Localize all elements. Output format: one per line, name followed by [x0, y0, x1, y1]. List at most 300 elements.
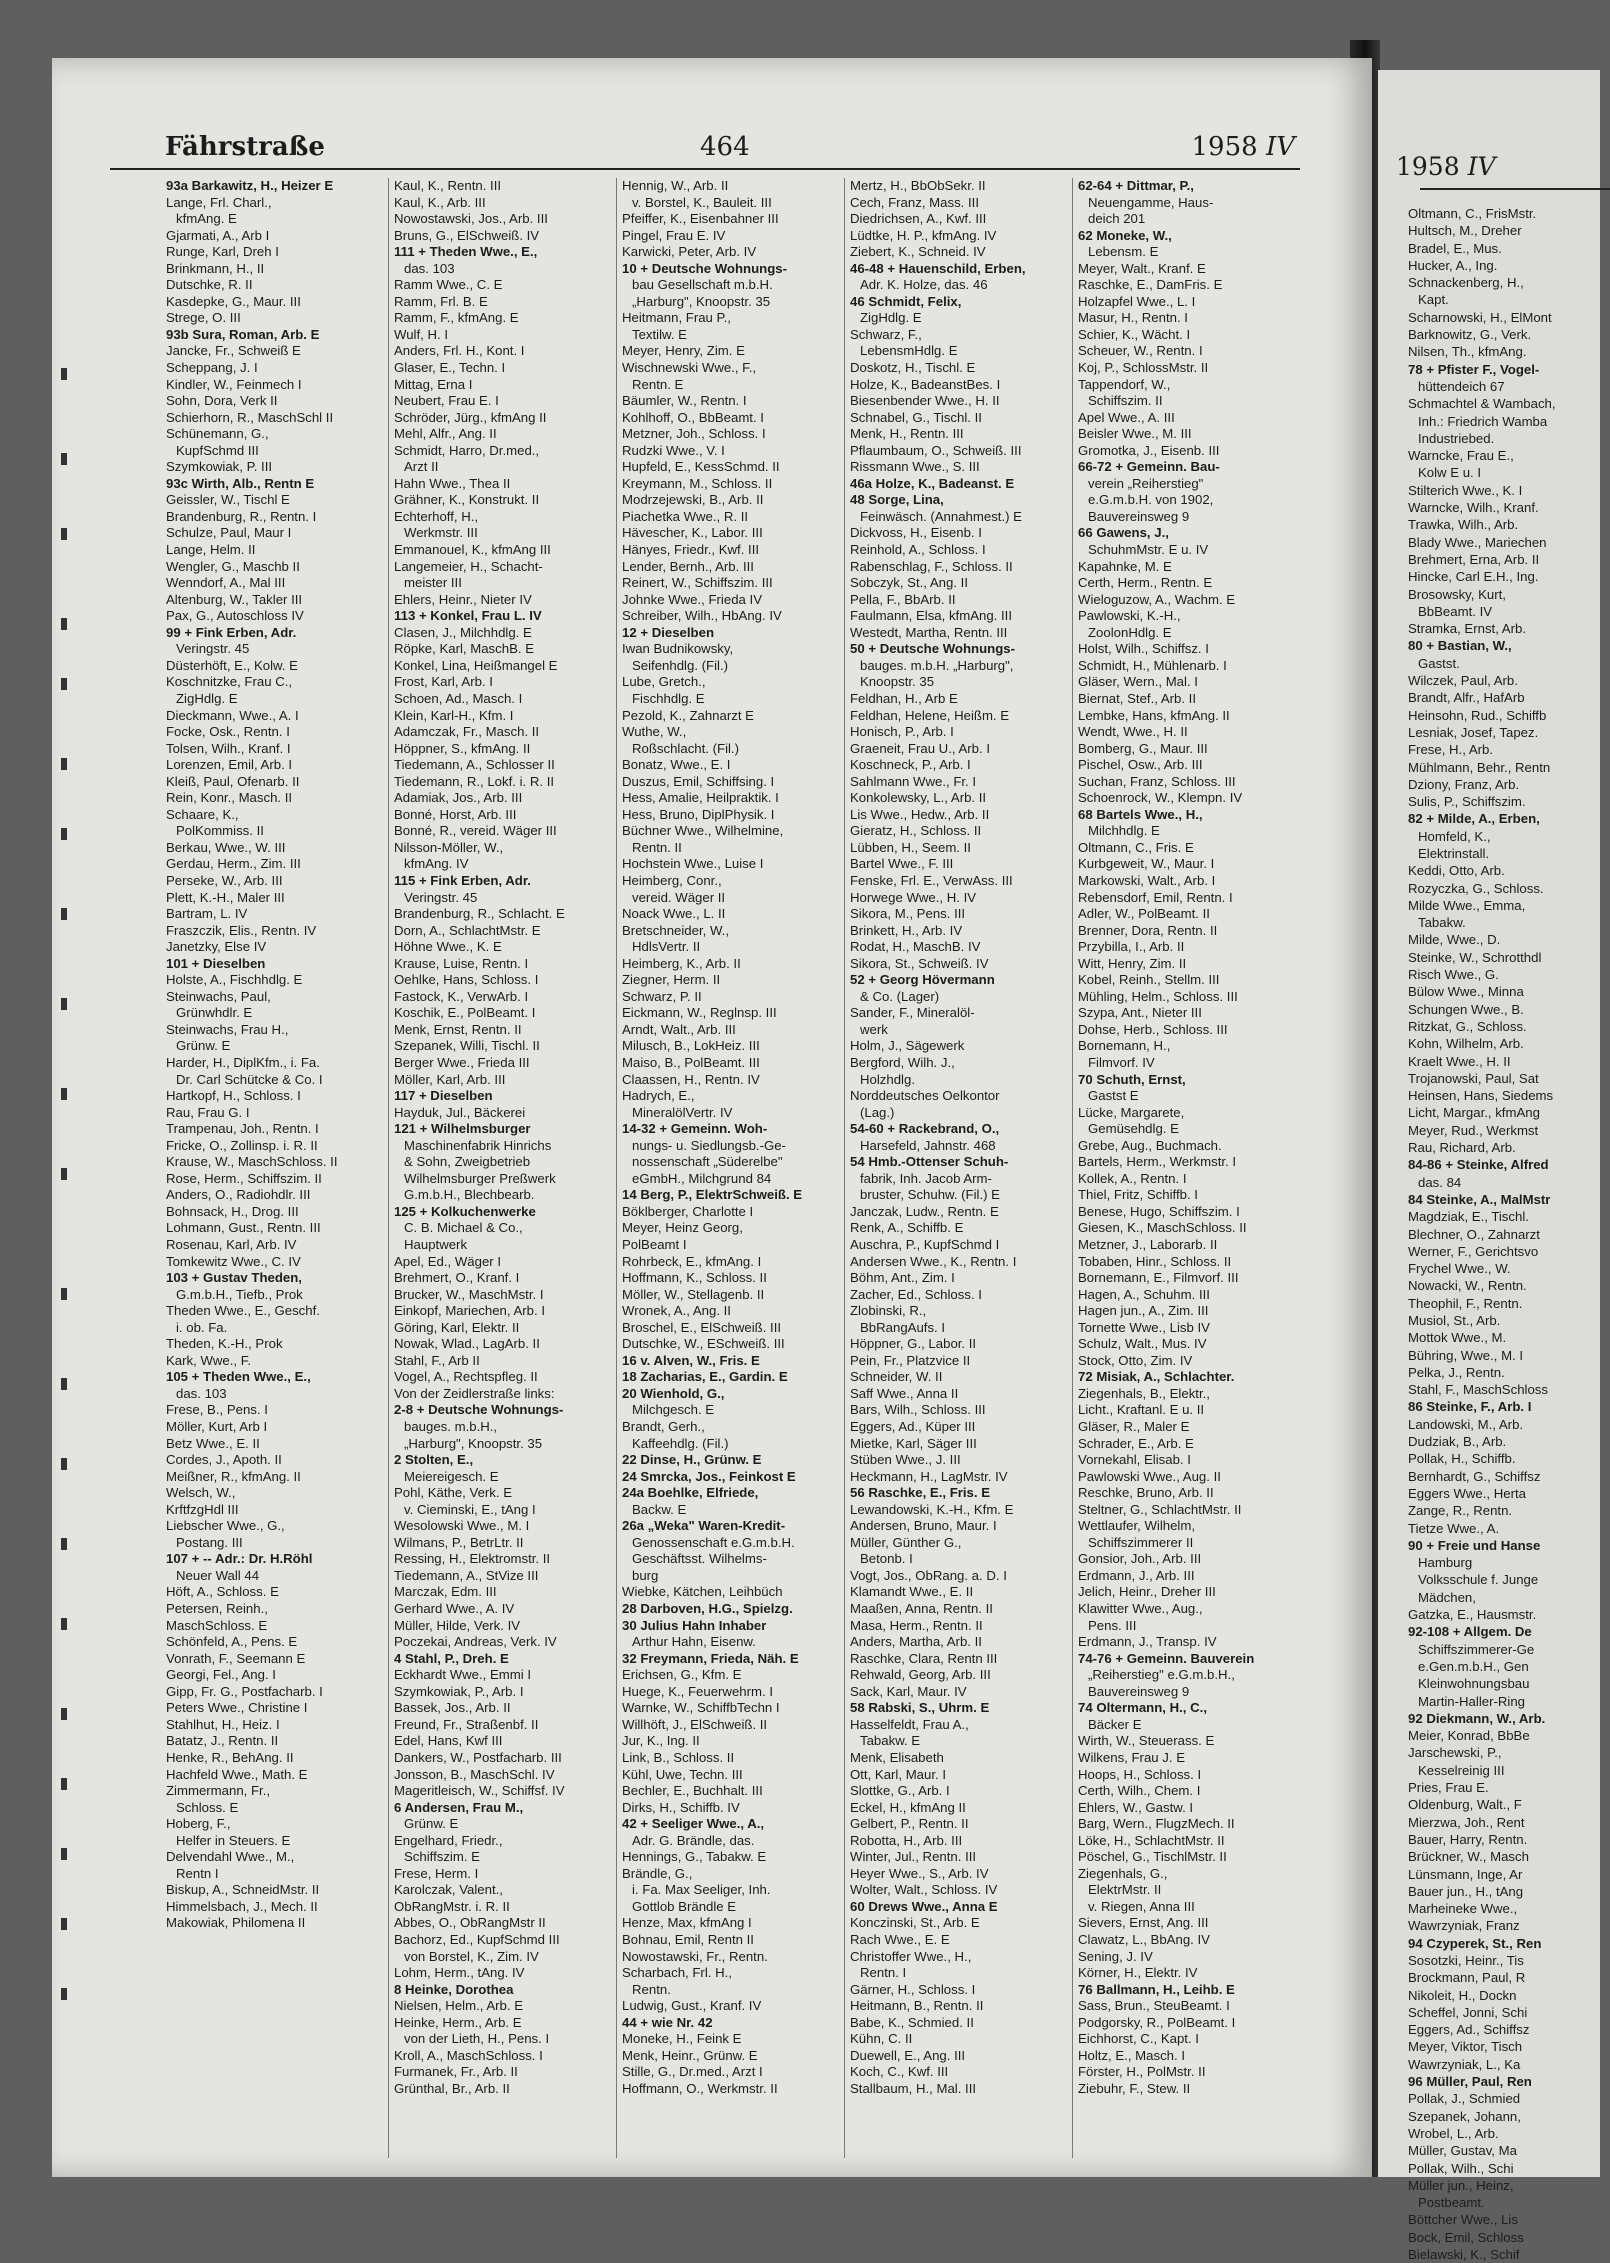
- directory-line: 2-8 + Deutsche Wohnungs-: [394, 1402, 564, 1418]
- directory-line: deich 201: [1088, 211, 1146, 227]
- directory-line: Peters Wwe., Christine I: [166, 1700, 308, 1716]
- directory-line: Poczekai, Andreas, Verk. IV: [394, 1634, 557, 1650]
- directory-line: Szypa, Ant., Nieter III: [1078, 1005, 1202, 1021]
- directory-line: Bartels, Herm., Werkmstr. I: [1078, 1154, 1237, 1170]
- directory-line: 26a „Weka" Waren-Kredit-: [622, 1518, 786, 1534]
- directory-line: Anders, Frl. H., Kont. I: [394, 343, 525, 359]
- directory-line: Hincke, Carl E.H., Ing.: [1408, 569, 1539, 585]
- directory-line: Böhm, Ant., Zim. I: [850, 1270, 955, 1286]
- directory-line: Lange, Helm. II: [166, 542, 256, 558]
- directory-line: Holtz, E., Masch. I: [1078, 2047, 1185, 2063]
- directory-line: Bauer jun., H., tAng: [1408, 1883, 1524, 1899]
- directory-line: Industriebed.: [1418, 430, 1495, 446]
- directory-line: Wilmans, P., BetrLtr. II: [394, 1534, 524, 1550]
- directory-line: Bartel Wwe., F. III: [850, 856, 954, 872]
- directory-line: Frost, Karl, Arb. I: [394, 674, 493, 690]
- directory-line: Cech, Franz, Mass. III: [850, 194, 979, 210]
- directory-line: v. Riegen, Anna III: [1088, 1898, 1195, 1914]
- directory-line: Keddi, Otto, Arb.: [1408, 863, 1505, 879]
- directory-line: Fraszczik, Elis., Rentn. IV: [166, 922, 317, 938]
- directory-line: PolKommiss. II: [176, 823, 264, 839]
- right-volume: IV: [1467, 152, 1496, 181]
- directory-line: Zimmermann, Fr.,: [166, 1783, 271, 1799]
- directory-line: Gerdau, Herm., Zim. III: [166, 856, 301, 872]
- directory-line: Brucker, W., MaschMstr. I: [394, 1286, 544, 1302]
- directory-line: Claassen, H., Rentn. IV: [622, 1071, 760, 1087]
- directory-line: Steltner, G., SchlachtMstr. II: [1078, 1501, 1242, 1517]
- directory-line: LebensmHdlg. E: [860, 343, 958, 359]
- directory-line: Apel, Ed., Wäger I: [394, 1253, 502, 1269]
- directory-line: Sander, F., Mineralöl-: [850, 1005, 975, 1021]
- directory-line: Eckhardt Wwe., Emmi I: [394, 1667, 532, 1683]
- directory-line: Gastst E: [1088, 1088, 1139, 1104]
- directory-line: Tappendorf, W.,: [1078, 376, 1171, 392]
- directory-line: Tomkewitz Wwe., C. IV: [166, 1253, 301, 1269]
- directory-line: Babe, K., Schmied. II: [850, 2014, 974, 2030]
- directory-line: Bohnsack, H., Drog. III: [166, 1203, 299, 1219]
- directory-line: 20 Wienhold, G.,: [622, 1385, 725, 1401]
- directory-line: Anders, O., Radiohdlr. III: [166, 1187, 311, 1203]
- directory-line: Krause, Luise, Rentn. I: [394, 955, 529, 971]
- directory-line: das. 103: [404, 260, 455, 276]
- directory-line: Hachfeld Wwe., Math. E: [166, 1766, 308, 1782]
- directory-line: Röpke, Karl, MaschB. E: [394, 641, 534, 657]
- directory-line: 86 Steinke, F., Arb. I: [1408, 1399, 1532, 1415]
- directory-line: Sass, Brun., SteuBeamt. I: [1078, 1998, 1230, 2014]
- directory-line: Werkmstr. III: [404, 525, 478, 541]
- directory-line: Gemüsehdlg. E: [1088, 1121, 1179, 1137]
- directory-line: ZigHdlg. E: [860, 310, 922, 326]
- directory-line: Schünemann, G.,: [166, 426, 269, 442]
- directory-line: Clasen, J., Milchhdlg. E: [394, 624, 532, 640]
- directory-line: Wilkens, Frau J. E: [1078, 1749, 1185, 1765]
- directory-line: Huege, K., Feuerwehrm. I: [622, 1683, 773, 1699]
- directory-line: Pries, Frau E.: [1408, 1780, 1489, 1796]
- directory-line: Lebensm. E: [1088, 244, 1159, 260]
- directory-line: Focke, Osk., Rentn. I: [166, 724, 290, 740]
- directory-line: Menk, Ernst, Rentn. II: [394, 1021, 522, 1037]
- directory-line: Rohrbeck, E., kfmAng. I: [622, 1253, 762, 1269]
- directory-line: Feldhan, Helene, Heißm. E: [850, 707, 1010, 723]
- directory-line: Stock, Otto, Zim. IV: [1078, 1352, 1193, 1368]
- directory-line: Mottok Wwe., M.: [1408, 1330, 1507, 1346]
- directory-line: Himmelsbach, J., Mech. II: [166, 1898, 318, 1914]
- directory-line: Höppner, S., kfmAng. II: [394, 740, 531, 756]
- directory-line: Rebensdorf, Emil, Rentn. I: [1078, 889, 1233, 905]
- directory-line: Rabenschlag, F., Schloss. II: [850, 558, 1013, 574]
- directory-line: Apel Wwe., A. III: [1078, 409, 1175, 425]
- directory-line: Schnackenberg, H.,: [1408, 275, 1524, 291]
- directory-line: Nilsson-Möller, W.,: [394, 839, 504, 855]
- directory-line: Müller, Günther G.,: [850, 1534, 962, 1550]
- directory-line: Eggers Wwe., Herta: [1408, 1485, 1526, 1501]
- directory-line: Schulze, Paul, Maur I: [166, 525, 292, 541]
- directory-line: Wischnewski Wwe., F.,: [622, 360, 757, 376]
- directory-line: 30 Julius Hahn Inhaber: [622, 1617, 767, 1633]
- directory-line: Pens. III: [1088, 1617, 1137, 1633]
- directory-line: Thiel, Fritz, Schiffb. I: [1078, 1187, 1198, 1203]
- directory-line: Roßschlacht. (Fil.): [632, 740, 739, 756]
- directory-line: Warncke, Frau E.,: [1408, 448, 1514, 464]
- directory-line: Eickmann, W., Reglnsp. III: [622, 1005, 777, 1021]
- directory-line: 42 + Seeliger Wwe., A.,: [622, 1816, 765, 1832]
- directory-line: Rodat, H., MaschB. IV: [850, 939, 981, 955]
- directory-line: Tornette Wwe., Lisb IV: [1078, 1319, 1210, 1335]
- directory-line: Schmachtel & Wambach,: [1408, 396, 1556, 412]
- right-year: 1958: [1396, 152, 1460, 181]
- directory-line: Schoenrock, W., Klempn. IV: [1078, 790, 1243, 806]
- directory-line: Mageritleisch, W., Schiffsf. IV: [394, 1783, 565, 1799]
- directory-line: bruster, Schuhw. (Fil.) E: [860, 1187, 1000, 1203]
- directory-line: Kohlhoff, O., BbBeamt. I: [622, 409, 764, 425]
- directory-columns: [162, 178, 1300, 2158]
- directory-line: Möller, Kurt, Arb I: [166, 1419, 268, 1435]
- street-name: Fährstraße: [165, 132, 325, 162]
- directory-line: Inh.: Friedrich Wamba: [1418, 413, 1548, 429]
- directory-line: Rudzki Wwe., V. I: [622, 442, 725, 458]
- directory-line: 92 Diekmann, W., Arb.: [1408, 1710, 1546, 1726]
- directory-line: Karwicki, Peter, Arb. IV: [622, 244, 757, 260]
- directory-line: Bassek, Jos., Arb. II: [394, 1700, 511, 1716]
- directory-line: Bäcker E: [1088, 1716, 1142, 1732]
- directory-line: Hess, Bruno, DiplPhysik. I: [622, 806, 775, 822]
- directory-line: 54 Hmb.-Ottenser Schuh-: [850, 1154, 1009, 1170]
- directory-line: Schloss. E: [176, 1799, 239, 1815]
- directory-line: Renk, A., Schiffb. E: [850, 1220, 964, 1236]
- directory-line: Bergford, Wilh. J.,: [850, 1054, 955, 1070]
- directory-line: ElektrMstr. II: [1088, 1882, 1162, 1898]
- directory-line: Bernhardt, G., Schiffsz: [1408, 1468, 1541, 1484]
- directory-line: Wieloguzow, A., Wachm. E: [1078, 591, 1236, 607]
- directory-line: Gläser, R., Maler E: [1078, 1419, 1190, 1435]
- directory-line: Hagen, A., Schuhm. III: [1078, 1286, 1210, 1302]
- directory-line: Konkolewsky, L., Arb. II: [850, 790, 987, 806]
- directory-line: Bauer, Harry, Rentn.: [1408, 1831, 1528, 1847]
- directory-line: Ramm, Frl. B. E: [394, 293, 488, 309]
- directory-line: Scharnowski, H., ElMont: [1408, 309, 1552, 325]
- directory-line: Modrzejewski, B., Arb. II: [622, 492, 764, 508]
- directory-line: Altenburg, W., Takler III: [166, 591, 303, 607]
- directory-line: Ritzkat, G., Schloss.: [1408, 1018, 1527, 1034]
- directory-line: Fenske, Frl. E., VerwAss. III: [850, 872, 1013, 888]
- directory-line: „Harburg", Knoopstr. 35: [404, 1435, 543, 1451]
- directory-line: Rau, Richard, Arb.: [1408, 1140, 1516, 1156]
- directory-line: Trawka, Wilh., Arb.: [1408, 517, 1519, 533]
- directory-line: Nowostawski, Fr., Rentn.: [622, 1948, 768, 1964]
- directory-line: Düsterhöft, E., Kolw. E: [166, 657, 298, 673]
- directory-line: Barg, Wern., FlugzMech. II: [1078, 1816, 1235, 1832]
- directory-line: Licht, Margar., kfmAng: [1408, 1105, 1540, 1121]
- directory-line: Hoffmann, K., Schloss. II: [622, 1270, 767, 1286]
- directory-line: Tobaben, Hinr., Schloss. II: [1078, 1253, 1232, 1269]
- directory-line: Noack Wwe., L. II: [622, 906, 726, 922]
- directory-line: Edel, Hans, Kwf III: [394, 1733, 503, 1749]
- directory-line: Duewell, E., Ang. III: [850, 2047, 966, 2063]
- directory-line: Licht., Kraftanl. E u. II: [1078, 1402, 1205, 1418]
- directory-line: Koschik, E., PolBeamt. I: [394, 1005, 536, 1021]
- directory-line: Berkau, Wwe., W. III: [166, 839, 286, 855]
- directory-line: Hauptwerk: [404, 1237, 468, 1252]
- directory-line: KrftfzgHdl III: [166, 1501, 239, 1517]
- directory-line: Stahl, F., Arb II: [394, 1352, 480, 1368]
- directory-line: Hupfeld, E., KessSchmd. II: [622, 459, 780, 475]
- directory-line: Dutschke, R. II: [166, 277, 253, 293]
- directory-line: Brandt, Alfr., HafArb: [1408, 690, 1525, 706]
- directory-line: Anders, Martha, Arb. II: [850, 1634, 982, 1650]
- directory-line: 99 + Fink Erben, Adr.: [166, 624, 297, 640]
- directory-line: 24 Smrcka, Jos., Feinkost E: [622, 1468, 796, 1484]
- directory-line: Lange, Frl. Charl.,: [166, 194, 272, 210]
- directory-line: Lücke, Margarete,: [1078, 1104, 1185, 1120]
- directory-line: 74-76 + Gemeinn. Bauverein: [1078, 1650, 1255, 1666]
- directory-line: Georgi, Fel., Ang. I: [166, 1667, 276, 1683]
- directory-line: Risch Wwe., G.: [1408, 967, 1499, 983]
- directory-line: 4 Stahl, P., Dreh. E: [394, 1650, 509, 1666]
- directory-line: 48 Sorge, Lina,: [850, 492, 944, 508]
- directory-line: Echterhoff, H.,: [394, 508, 479, 524]
- volume: IV: [1265, 132, 1295, 162]
- directory-line: Kurbgeweit, W., Maur. I: [1078, 856, 1215, 872]
- directory-line: Gastst.: [1418, 655, 1460, 671]
- directory-line: Dziony, Franz, Arb.: [1408, 776, 1520, 792]
- directory-line: Kroll, A., MaschSchloss. I: [394, 2047, 543, 2063]
- directory-line: 6 Andersen, Frau M.,: [394, 1799, 524, 1815]
- directory-line: Vogt, Jos., ObRang. a. D. I: [850, 1567, 1007, 1583]
- directory-line: Sack, Karl, Maur. IV: [850, 1683, 967, 1699]
- directory-line: 62 Moneke, W.,: [1078, 227, 1172, 243]
- directory-line: Kaffeehdlg. (Fil.): [632, 1435, 729, 1451]
- directory-line: Wilczek, Paul, Arb.: [1408, 673, 1518, 689]
- directory-line: Gärner, H., Schloss. I: [850, 1981, 976, 1997]
- directory-line: 84-86 + Steinke, Alfred: [1408, 1157, 1549, 1173]
- directory-line: Ziegner, Herm. II: [622, 972, 721, 988]
- directory-line: Heckmann, H., LagMstr. IV: [850, 1468, 1008, 1484]
- directory-line: Brockmann, Paul, R: [1408, 1970, 1526, 1986]
- directory-line: ZoolonHdlg. E: [1088, 624, 1172, 640]
- directory-line: Einkopf, Mariechen, Arb. I: [394, 1303, 545, 1319]
- directory-line: & Sohn, Zweigbetrieb: [404, 1154, 531, 1170]
- directory-line: Heimberg, K., Arb. II: [622, 955, 741, 971]
- directory-line: Bechler, E., Buchhalt. III: [622, 1783, 763, 1799]
- directory-line: burg: [632, 1567, 659, 1583]
- directory-line: Ludwig, Gust., Kranf. IV: [622, 1998, 762, 2014]
- directory-line: Grebe, Aug., Buchmach.: [1078, 1137, 1222, 1153]
- directory-line: Lüdtke, H. P., kfmAng. IV: [850, 227, 997, 243]
- directory-line: 113 + Konkel, Frau L. IV: [394, 608, 542, 624]
- directory-line: Bonné, R., vereid. Wäger III: [394, 823, 557, 839]
- directory-line: Jelich, Heinr., Dreher III: [1078, 1584, 1216, 1600]
- directory-line: das. 103: [176, 1385, 227, 1401]
- directory-line: Geissler, W., Tischl E: [166, 492, 290, 508]
- directory-line: Brehmert, O., Kranf. I: [394, 1270, 520, 1286]
- directory-line: Suchan, Franz, Schloss. III: [1078, 773, 1236, 789]
- directory-line: „Harburg", Knoopstr. 35: [632, 293, 771, 309]
- directory-line: Krause, W., MaschSchloss. II: [166, 1154, 338, 1170]
- directory-line: Biesenbender Wwe., H. II: [850, 393, 1000, 409]
- directory-line: 12 + Dieselben: [622, 624, 714, 640]
- directory-line: Langemeier, H., Schacht-: [394, 558, 543, 574]
- directory-line: Rissmann Wwe., S. III: [850, 459, 980, 475]
- directory-line: Sikora, M., Pens. III: [850, 906, 966, 922]
- directory-line: Schoen, Ad., Masch. I: [394, 690, 523, 706]
- directory-line: Lünsmann, Inge, Ar: [1408, 1866, 1523, 1882]
- directory-line: Nowacki, W., Rentn.: [1408, 1278, 1527, 1294]
- directory-line: Rose, Herm., Schiffszim. II: [166, 1170, 322, 1186]
- directory-line: Certh, Wilh., Chem. I: [1078, 1783, 1201, 1799]
- directory-line: Maiso, B., PolBeamt. III: [622, 1054, 760, 1070]
- directory-line: nossenschaft „Süderelbe": [632, 1154, 783, 1170]
- directory-line: Adr. G. Brändle, das.: [632, 1832, 755, 1848]
- directory-line: Hess, Amalie, Heilpraktik. I: [622, 790, 779, 806]
- directory-column-4: [846, 178, 1073, 2158]
- directory-line: Feinwäsch. (Annahmest.) E: [860, 508, 1022, 524]
- directory-line: 78 + Pfister F., Vogel-: [1408, 361, 1540, 377]
- directory-line: Volksschule f. Junge: [1418, 1572, 1539, 1588]
- directory-line: Klawitter Wwe., Aug.,: [1078, 1601, 1203, 1617]
- directory-line: Szepanek, Willi, Tischl. II: [394, 1038, 540, 1054]
- directory-line: 16 v. Alven, W., Fris. E: [622, 1352, 760, 1368]
- directory-line: 10 + Deutsche Wohnungs-: [622, 260, 787, 276]
- directory-line: Stahlhut, H., Heiz. I: [166, 1716, 280, 1732]
- directory-line: Blechner, O., Zahnarzt: [1408, 1226, 1540, 1242]
- directory-line: Wulf, H. I: [394, 326, 448, 342]
- directory-line: Mietke, Karl, Säger III: [850, 1435, 977, 1451]
- directory-line: Bruns, G., ElSchweiß. IV: [394, 227, 540, 243]
- directory-line: Seifenhdlg. (Fil.): [632, 657, 729, 673]
- directory-line: Saff Wwe., Anna II: [850, 1385, 959, 1401]
- directory-line: Böttcher Wwe., Lis: [1408, 2212, 1518, 2228]
- directory-line: Erdmann, J., Transp. IV: [1078, 1634, 1217, 1650]
- directory-line: Winter, Jul., Rentn. III: [850, 1849, 977, 1865]
- directory-line: Ramm, F., kfmAng. E: [394, 310, 519, 326]
- directory-line: Wettlaufer, Wilhelm,: [1078, 1518, 1196, 1534]
- directory-line: Cordes, J., Apoth. II: [166, 1452, 282, 1468]
- directory-line: Dutschke, W., ESchweiß. III: [622, 1336, 785, 1352]
- directory-line: Sening, J. IV: [1078, 1948, 1153, 1964]
- directory-line: Kesselreinig III: [1418, 1762, 1505, 1778]
- directory-line: Brehmert, Erna, Arb. II: [1408, 551, 1540, 567]
- directory-line: Feldhan, H., Arb E: [850, 690, 958, 706]
- directory-line: Janetzky, Else IV: [166, 939, 267, 955]
- directory-line: Nilsen, Th., kfmAng.: [1408, 344, 1527, 360]
- directory-line: Johnke Wwe., Frieda IV: [622, 591, 762, 607]
- directory-line: Trojanowski, Paul, Sat: [1408, 1070, 1539, 1086]
- page-number: 464: [700, 132, 750, 162]
- directory-line: Stilterich Wwe., K. I: [1408, 482, 1523, 498]
- directory-line: Nikoleit, H., Dockn: [1408, 1987, 1517, 2003]
- directory-line: Betonb. I: [860, 1551, 913, 1567]
- directory-line: v. Borstel, K., Bauleit. III: [632, 194, 772, 210]
- directory-line: Brandenburg, R., Rentn. I: [166, 508, 317, 524]
- directory-line: Link, B., Schloss. II: [622, 1749, 735, 1765]
- directory-line: Metzner, J., Laborarb. II: [1078, 1237, 1218, 1252]
- directory-line: 92-108 + Allgem. De: [1408, 1624, 1532, 1640]
- directory-line: Nowak, Wlad., LagArb. II: [394, 1336, 540, 1352]
- directory-line: Pollak, Wilh., Schi: [1408, 2160, 1514, 2176]
- directory-line: Kohn, Wilhelm, Arb.: [1408, 1036, 1524, 1052]
- directory-line: Bauvereinsweg 9: [1088, 1683, 1190, 1699]
- directory-line: Christoffer Wwe., H.,: [850, 1948, 972, 1964]
- directory-line: 14-32 + Gemeinn. Woh-: [622, 1121, 768, 1137]
- directory-line: 93c Wirth, Alb., Rentn E: [166, 475, 315, 491]
- directory-line: 125 + Kolkuchenwerke: [394, 1203, 536, 1219]
- directory-line: Holm, J., Sägewerk: [850, 1038, 965, 1054]
- directory-line: hüttendeich 67: [1418, 378, 1505, 394]
- directory-line: Auschra, P., KupfSchmd I: [850, 1237, 1000, 1252]
- directory-line: Schierhorn, R., MaschSchl II: [166, 409, 334, 425]
- directory-line: Betz Wwe., E. II: [166, 1435, 260, 1451]
- directory-line: Pella, F., BbArb. II: [850, 591, 956, 607]
- directory-line: Raschke, Clara, Rentn III: [850, 1650, 998, 1666]
- directory-line: Rentn. E: [632, 376, 684, 392]
- directory-line: nungs- u. Siedlungsb.-Ge-: [632, 1137, 786, 1153]
- directory-line: Neubert, Frau E. I: [394, 393, 499, 409]
- directory-line: Tietze Wwe., A.: [1408, 1520, 1500, 1536]
- directory-line: Lube, Gretch.,: [622, 674, 706, 690]
- directory-line: 105 + Theden Wwe., E.,: [166, 1369, 311, 1385]
- directory-line: Veringstr. 45: [176, 641, 250, 657]
- directory-line: Koch, C., Kwf. III: [850, 2064, 949, 2080]
- year-volume: [1192, 132, 1295, 162]
- directory-line: Oltmann, C., Fris. E: [1078, 839, 1194, 855]
- directory-line: Eggers, Ad., Schiffsz: [1408, 2022, 1530, 2038]
- directory-line: Pflaumbaum, O., Schweiß. III: [850, 442, 1022, 458]
- directory-line: Erdmann, J., Arb. III: [1078, 1567, 1195, 1583]
- directory-line: Schmidt, H., Mühlenarb. I: [1078, 657, 1227, 673]
- directory-line: Bielawski, K., Schif: [1408, 2247, 1520, 2263]
- directory-line: Meiereigesch. E: [404, 1468, 499, 1484]
- directory-line: i. ob. Fa.: [176, 1319, 228, 1335]
- directory-line: Dorn, A., SchlachtMstr. E: [394, 922, 541, 938]
- directory-line: Kark, Wwe., F.: [166, 1352, 251, 1368]
- directory-line: Schiffszim. E: [404, 1849, 480, 1865]
- directory-line: Jarschewski, P.,: [1408, 1745, 1502, 1761]
- directory-line: Trampenau, Joh., Rentn. I: [166, 1121, 319, 1137]
- directory-line: MaschSchloss. E: [166, 1617, 268, 1633]
- directory-line: Raschke, E., DamFris. E: [1078, 277, 1223, 293]
- directory-line: v. Cieminski, E., tAng I: [404, 1501, 536, 1517]
- directory-line: Schneider, W. II: [850, 1369, 943, 1385]
- directory-line: 46-48 + Hauenschild, Erben,: [850, 260, 1026, 276]
- directory-line: 90 + Freie und Hanse: [1408, 1537, 1541, 1553]
- directory-line: BbBeamt. IV: [1418, 603, 1493, 619]
- directory-line: Andersen Wwe., K., Rentn. I: [850, 1253, 1017, 1269]
- directory-line: Stüben Wwe., J. III: [850, 1452, 961, 1468]
- directory-line: Rehwald, Georg, Arb. III: [850, 1667, 991, 1683]
- directory-line: Jonsson, B., MaschSchl. IV: [394, 1766, 555, 1782]
- directory-line: Ziegenhals, B., Elektr.,: [1078, 1385, 1210, 1401]
- directory-line: Tiedemann, A., StVize III: [394, 1567, 539, 1583]
- directory-line: Ehlers, Heinr., Nieter IV: [394, 591, 532, 607]
- directory-line: Robotta, H., Arb. III: [850, 1832, 963, 1848]
- directory-line: Heinsohn, Rud., Schiffb: [1408, 707, 1547, 723]
- directory-line: Meyer, Walt., Kranf. E: [1078, 260, 1206, 276]
- directory-line: Wawrzyniak, L., Ka: [1408, 2056, 1521, 2072]
- directory-line: Scheppang, J. I: [166, 360, 258, 376]
- directory-line: Mittag, Erna I: [394, 376, 473, 392]
- directory-line: Kühl, Uwe, Techn. III: [622, 1766, 743, 1782]
- directory-line: e.G.m.b.H. von 1902,: [1088, 492, 1214, 508]
- directory-line: Bülow Wwe., Minna: [1408, 984, 1524, 1000]
- directory-line: Hänyes, Friedr., Kwf. III: [622, 542, 760, 558]
- directory-line: Neuer Wall 44: [176, 1567, 260, 1583]
- directory-line: 101 + Dieselben: [166, 955, 266, 971]
- directory-line: Theden Wwe., E., Geschf.: [166, 1303, 320, 1319]
- directory-line: Arndt, Walt., Arb. III: [622, 1021, 736, 1037]
- directory-line: Textilw. E: [632, 326, 687, 342]
- directory-line: Gerhard Wwe., A. IV: [394, 1601, 515, 1617]
- right-directory-column: [1404, 205, 1594, 2263]
